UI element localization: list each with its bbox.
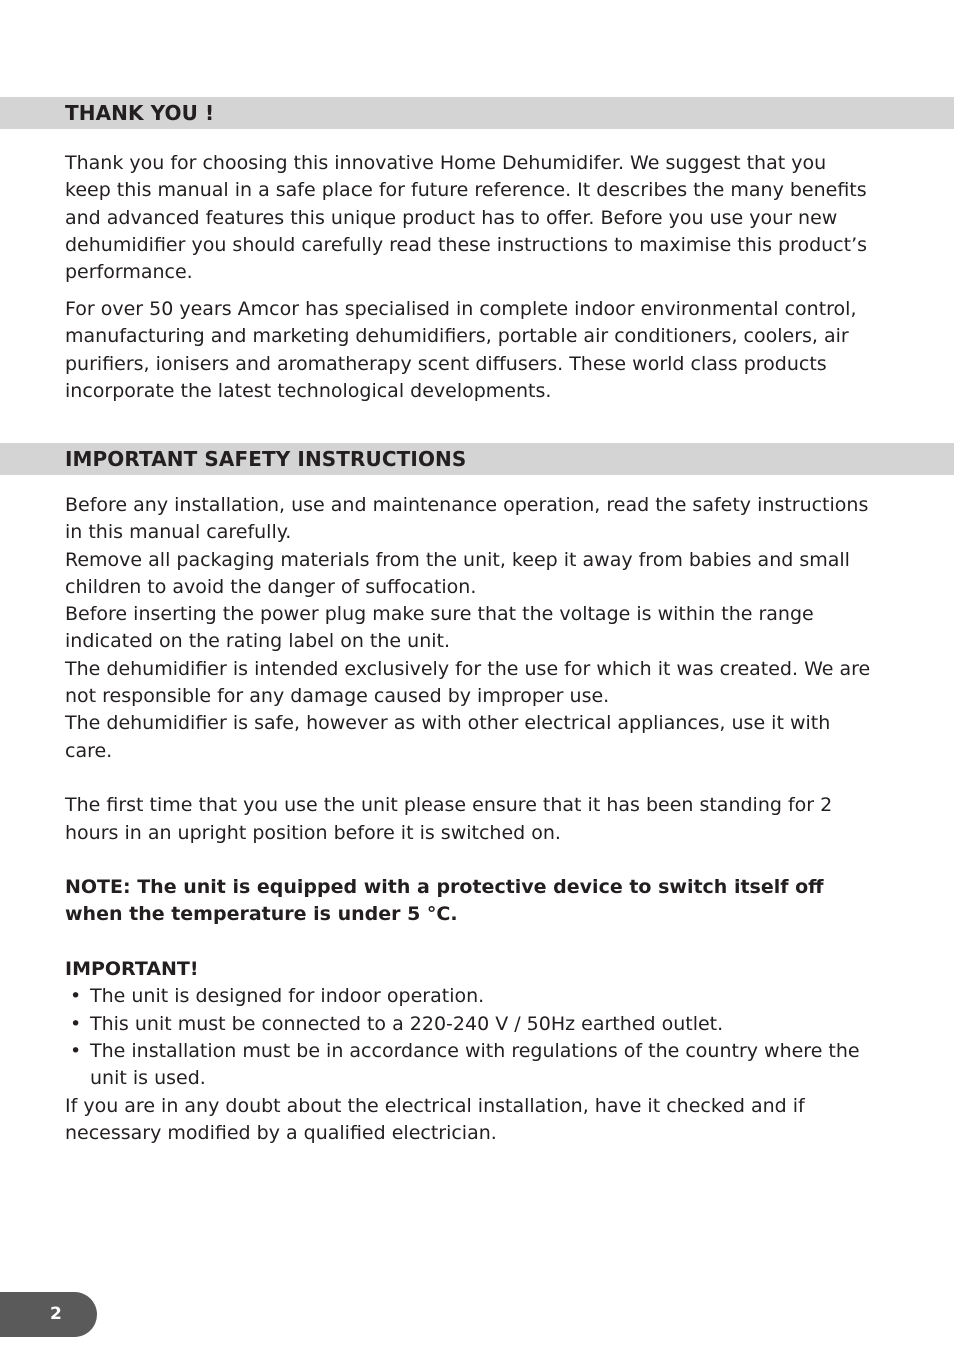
spacer (65, 929, 875, 956)
section-title-thank-you: THANK YOU ! (65, 101, 215, 125)
list-item (65, 983, 875, 1010)
temperature-note: NOTE: The unit is equipped with a protective device to switch itself off when the temperature is under 5 °C. (65, 876, 824, 926)
section-title-safety: IMPORTANT SAFETY INSTRUCTIONS (65, 447, 467, 471)
safety-line-voltage: Before inserting the power plug make sure that the voltage is within the range indicated on the rating label on the unit. (65, 603, 814, 653)
important-bullet-list (65, 983, 875, 1092)
thank-you-paragraph-2: For over 50 years Amcor has specialised in complete indoor environmental control, manufacturing and marketing dehumidifiers, portable air conditioners, coolers, air purifiers, ionisers and aromatherapy scent diffusers. These world class products incorporate the latest technological developments. (65, 298, 857, 402)
bullet-text-outlet: This unit must be connected to a 220-240 V / 50Hz earthed outlet. (90, 1012, 724, 1035)
first-time-use-text: The first time that you use the unit please ensure that it has been standing for 2 hours in an upright position before it is switched on. (65, 794, 833, 844)
bullet-text-regulations: The installation must be in accordance with regulations of the country where the unit is used. (90, 1039, 860, 1090)
important-heading: IMPORTANT! (65, 958, 199, 981)
bullet-text-indoor: The unit is designed for indoor operation. (90, 985, 485, 1008)
safety-line-read-instructions: Before any installation, use and maintenance operation, read the safety instructions in this manual carefully. (65, 494, 869, 544)
electrician-closing-text: If you are in any doubt about the electrical installation, have it checked and if necessary modified by a qualified electrician. (65, 1094, 805, 1144)
spacer (65, 765, 875, 792)
list-item (65, 1038, 875, 1093)
page-number: 2 (50, 1304, 62, 1324)
page-number-tab (0, 1292, 97, 1337)
section-header-thank-you (0, 97, 954, 129)
section-header-safety (0, 443, 954, 475)
thank-you-paragraph-1: Thank you for choosing this innovative Home Dehumidifer. We suggest that you keep this manual in a safe place for future reference. It describes the many benefits and advanced features this unique product has to offer. Before you use your new dehumidifier you should carefully read these instructions to maximise this product’s performance. (65, 152, 868, 284)
safety-line-intended-use: The dehumidifier is intended exclusively for the use for which it was created. We are not responsible for any damage caused by improper use. (65, 657, 871, 708)
bullet-icon: • (70, 985, 82, 1008)
bullet-icon: • (70, 1012, 82, 1035)
safety-instructions-body (65, 492, 875, 1147)
spacer (65, 847, 875, 874)
list-item (65, 1011, 875, 1038)
bullet-icon: • (70, 1039, 82, 1062)
safety-line-packaging: Remove all packaging materials from the unit, keep it away from babies and small children to avoid the danger of suffocation. (65, 548, 850, 598)
safety-line-care: The dehumidifier is safe, however as with other electrical appliances, use it with care. (65, 712, 831, 762)
